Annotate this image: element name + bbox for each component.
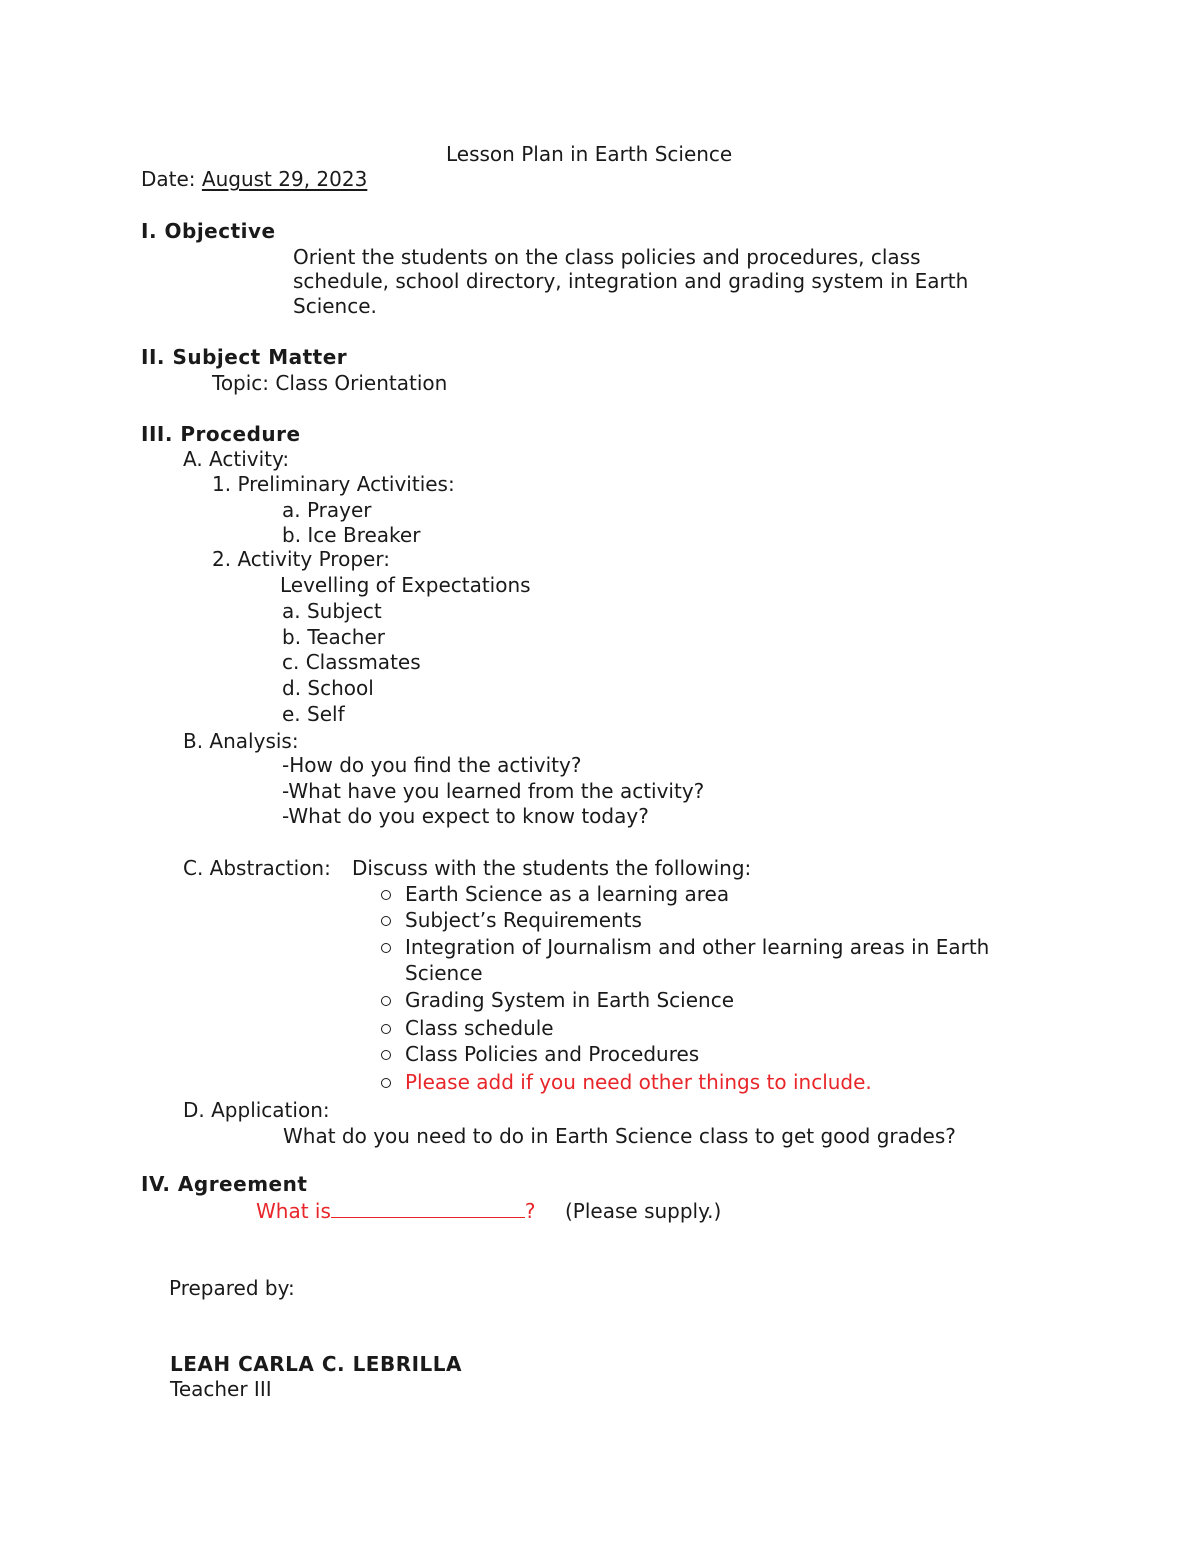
abstraction-intro: Discuss with the students the following: xyxy=(352,856,752,880)
abstraction-item: Integration of Journalism and other learning areas in Earth xyxy=(405,935,990,959)
analysis-question: -What have you learned from the activity? xyxy=(282,779,705,803)
application-label: D. Application: xyxy=(183,1098,330,1122)
abstraction-item: Class schedule xyxy=(405,1016,554,1040)
date-value: August 29, 2023 xyxy=(201,167,368,191)
prepared-by-label: Prepared by: xyxy=(169,1276,295,1300)
agreement-prompt: What is xyxy=(256,1199,331,1223)
agreement-line xyxy=(256,1198,536,1224)
agreement-heading: IV. Agreement xyxy=(141,1172,308,1196)
abstraction-item: Subject’s Requirements xyxy=(405,908,642,932)
bullet-icon xyxy=(381,890,391,900)
document-title: Lesson Plan in Earth Science xyxy=(446,142,733,166)
bullet-icon xyxy=(381,1050,391,1060)
expectation-item: e. Self xyxy=(282,702,345,726)
abstraction-item-note: Please add if you need other things to include. xyxy=(405,1070,872,1094)
application-question: What do you need to do in Earth Science class to get good grades? xyxy=(283,1124,956,1148)
bullet-icon xyxy=(381,1024,391,1034)
agreement-question-mark: ? xyxy=(524,1199,536,1223)
bullet-icon xyxy=(381,916,391,926)
topic-line: Topic: Class Orientation xyxy=(212,371,448,395)
expectation-item: d. School xyxy=(282,676,374,700)
preparer-position: Teacher III xyxy=(170,1377,272,1401)
agreement-note: (Please supply.) xyxy=(565,1199,722,1223)
bullet-icon xyxy=(381,1078,391,1088)
abstraction-item: Earth Science as a learning area xyxy=(405,882,730,906)
expectation-item: b. Teacher xyxy=(282,625,385,649)
activity-proper-label: 2. Activity Proper: xyxy=(212,547,390,571)
abstraction-item: Grading System in Earth Science xyxy=(405,988,735,1012)
preliminary-item: b. Ice Breaker xyxy=(282,523,421,547)
analysis-question: -How do you find the activity? xyxy=(282,753,582,777)
expectation-item: a. Subject xyxy=(282,599,382,623)
objective-line-3: Science. xyxy=(293,294,377,318)
objective-line-1: Orient the students on the class policies and procedures, class xyxy=(293,245,921,269)
objective-line-2: schedule, school directory, integration and grading system in Earth xyxy=(293,269,969,293)
expectation-item: c. Classmates xyxy=(282,650,421,674)
date-line xyxy=(141,166,367,192)
preliminary-item: a. Prayer xyxy=(282,498,372,522)
abstraction-label: C. Abstraction: xyxy=(183,856,331,880)
procedure-heading: III. Procedure xyxy=(141,422,301,446)
bullet-icon xyxy=(381,943,391,953)
bullet-icon xyxy=(381,996,391,1006)
expectations-label: Levelling of Expectations xyxy=(280,573,531,597)
date-label: Date: xyxy=(141,167,196,191)
abstraction-item: Class Policies and Procedures xyxy=(405,1042,700,1066)
subject-matter-heading: II. Subject Matter xyxy=(141,345,348,369)
analysis-label: B. Analysis: xyxy=(183,729,299,753)
activity-label: A. Activity: xyxy=(183,447,290,471)
objective-heading: I. Objective xyxy=(141,219,276,243)
agreement-blank xyxy=(331,1199,525,1218)
preliminary-label: 1. Preliminary Activities: xyxy=(212,472,455,496)
analysis-question: -What do you expect to know today? xyxy=(282,804,649,828)
abstraction-item-continued: Science xyxy=(405,961,483,985)
preparer-name: LEAH CARLA C. LEBRILLA xyxy=(170,1352,463,1376)
